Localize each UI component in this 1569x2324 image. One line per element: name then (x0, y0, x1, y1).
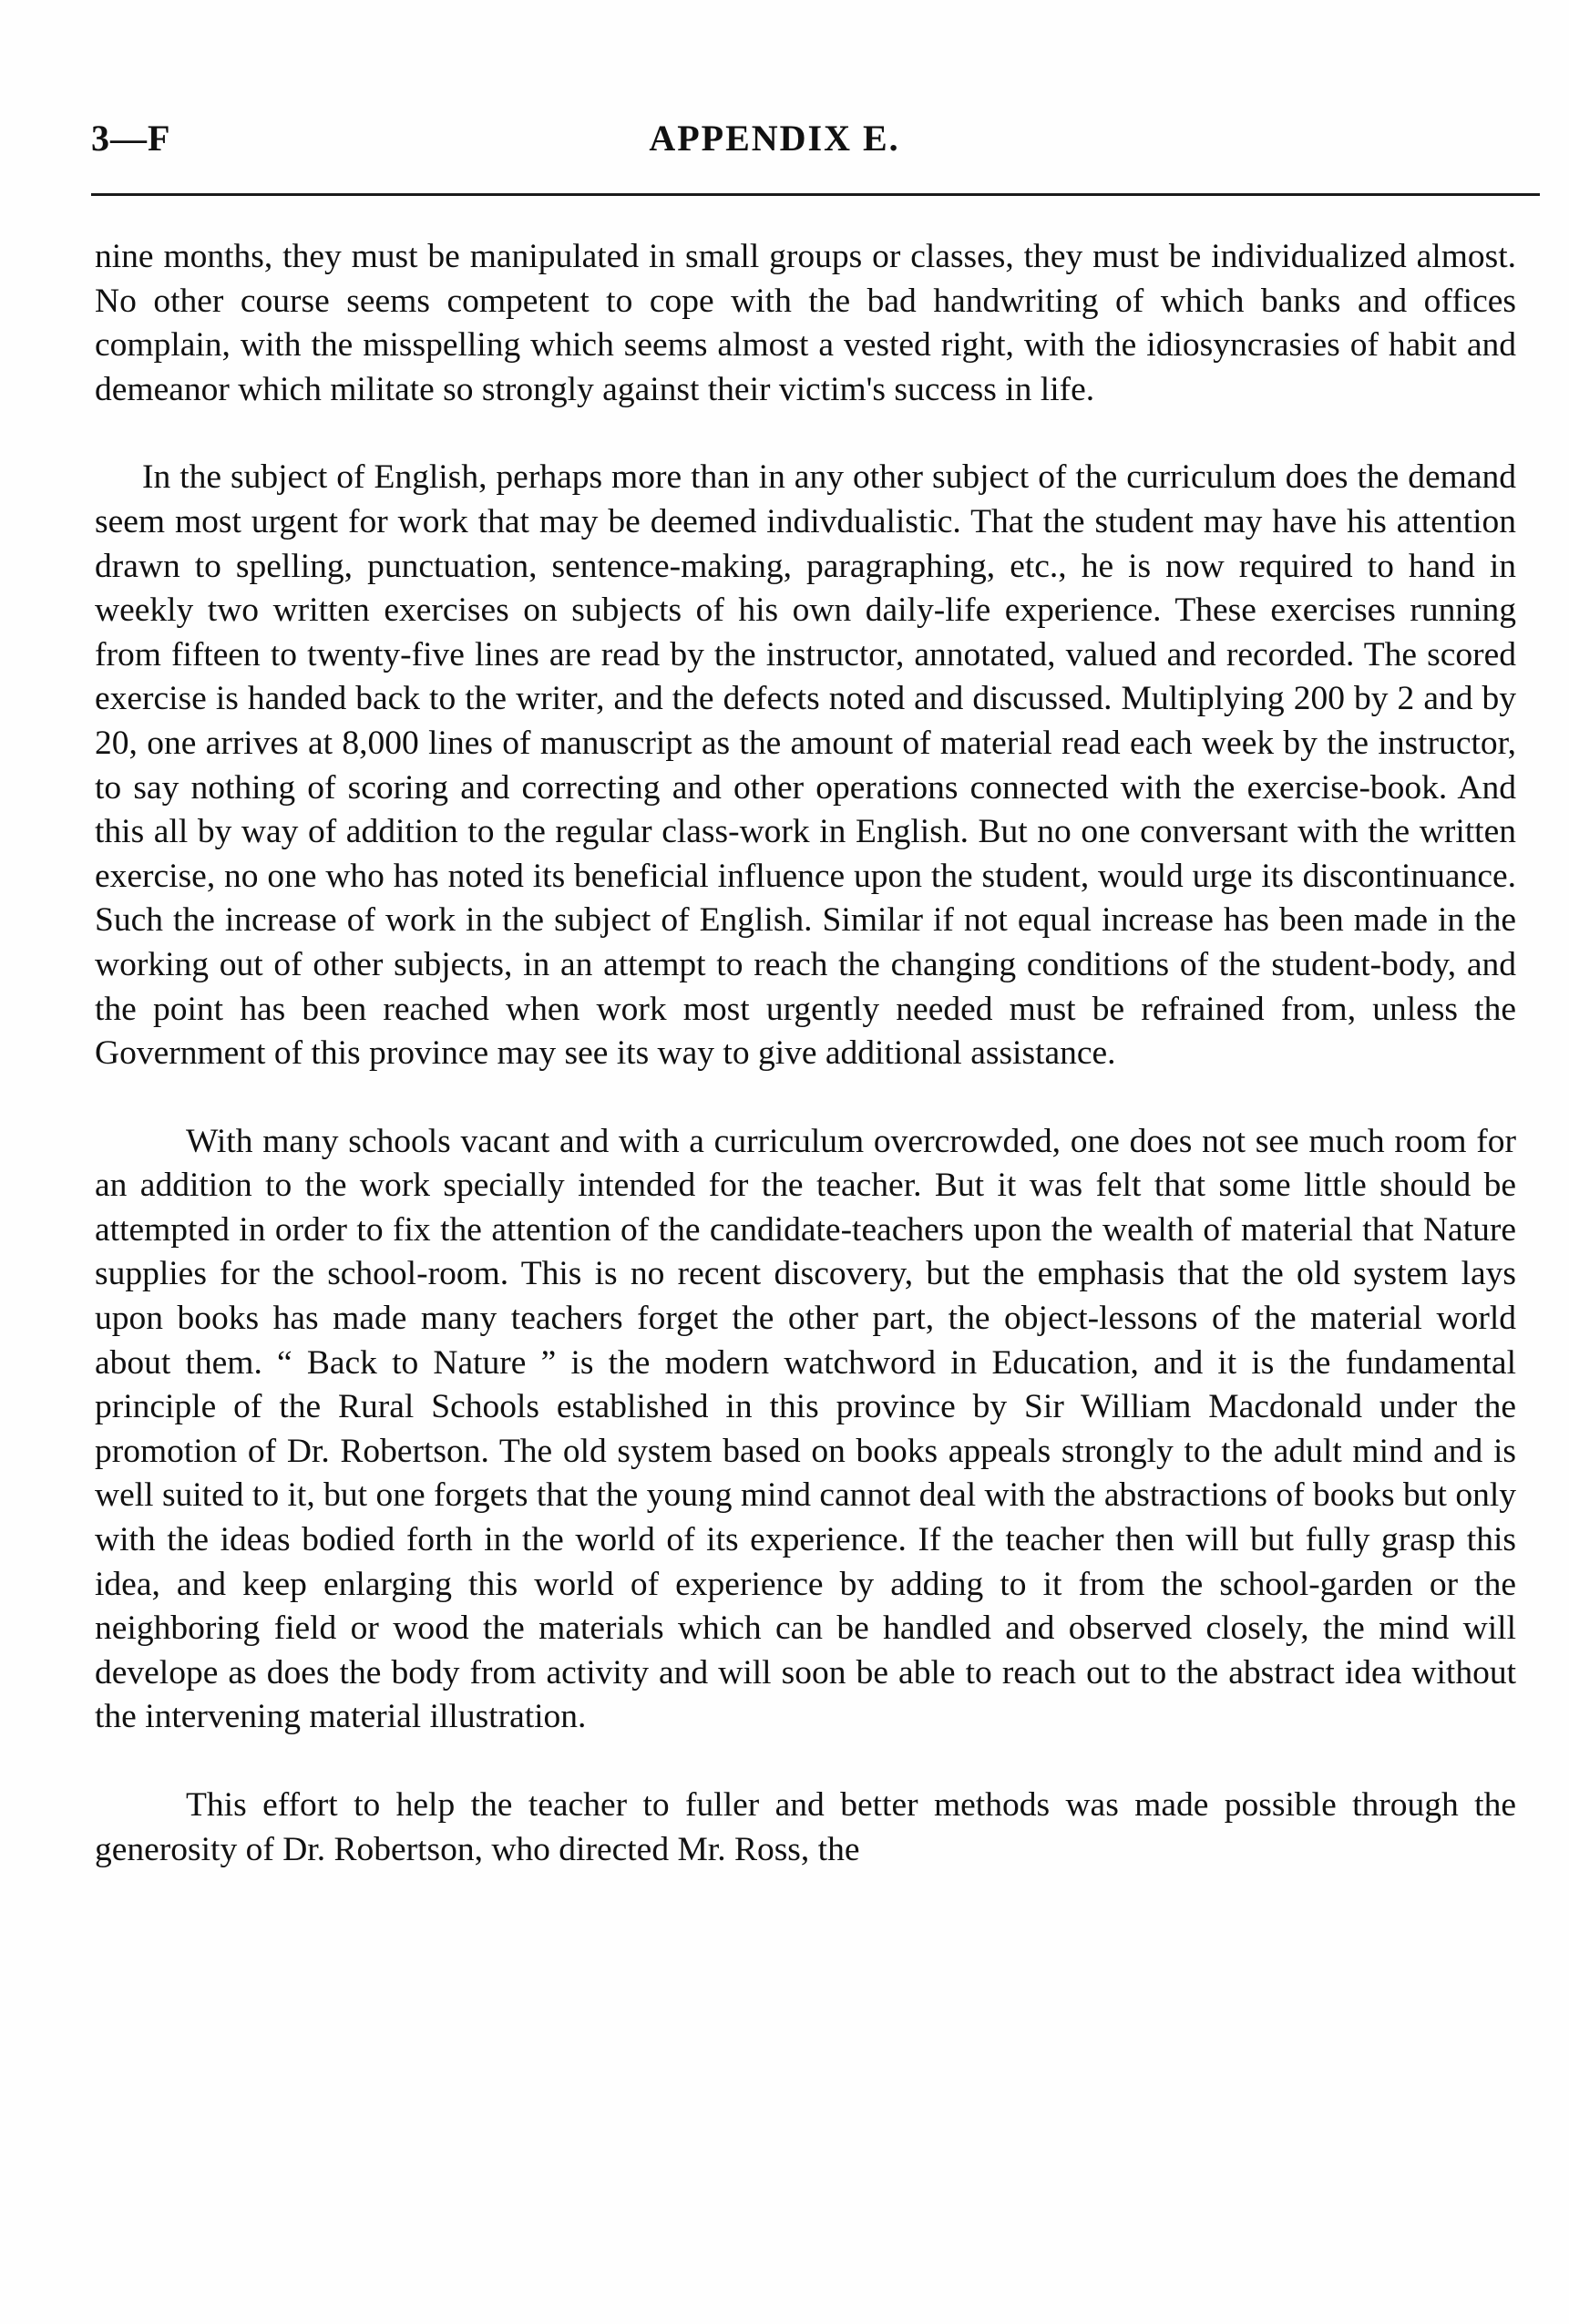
paragraph-1: nine months, they must be manipulated in small groups or classes, they must be individualized almost. No other course seems competent to cope with the bad handwriting of which banks and offices complain, with the misspelling which seems almost a vested right, with the idiosyncrasies of habit and demeanor which militate so strongly against their victim's success in life. (95, 238, 1516, 408)
paragraph-4: This effort to help the teacher to fuller and better methods was made possible through the generosity of Dr. Robertson, who directed Mr. Ross, the (95, 1786, 1516, 1868)
paragraph-3: With many schools vacant and with a curriculum overcrowded, one does not see much room for an addition to the work specially intended for the teacher. But it was felt that some little should be attempted in order to fix the attention of the candidate-teachers upon the wealth of material that Nature supplies for the school-room. This is no recent discovery, but the emphasis that the old system lays upon books has made many teachers forget the other part, the object-lessons of the material world about them. “ Back to Nature ” is the modern watchword in Education, and it is the fundamental principle of the Rural Schools established in this province by Sir William Macdonald under the promotion of Dr. Robertson. The old system based on books appeals strongly to the adult mind and is well suited to it, but one forgets that the young mind cannot deal with the abstractions of books but only with the ideas bodied forth in the world of its experience. If the teacher then will but fully grasp this idea, and keep enlarging this world of experience by adding to it from the school-garden or the neighboring field or wood the materials which can be handled and observed closely, the mind will develope as does the body from activity and will soon be able to reach out to the abstract idea without the intervening material illustration. (95, 1122, 1516, 1736)
page-title: APPENDIX E. (649, 118, 900, 159)
page-header (91, 117, 1531, 171)
page-number: 3—F (91, 118, 171, 159)
header-rule (91, 193, 1540, 196)
body-text (95, 235, 1516, 1872)
paragraph-2: In the subject of English, perhaps more than in any other subject of the curriculum does the demand seem most urgent for work that may be deemed indivdualistic. That the student may have his attention drawn to spelling, punctuation, sentence-making, paragraphing, etc., he is now required to hand in weekly two written exercises on subjects of his own daily-life experience. These exercises running from fifteen to twenty-five lines are read by the instructor, annotated, valued and recorded. The scored exercise is handed back to the writer, and the defects noted and discussed. Multiplying 200 by 2 and by 20, one arrives at 8,000 lines of manuscript as the amount of material read each week by the instructor, to say nothing of scoring and correcting and other operations connected with the exercise-book. And this all by way of addition to the regular class-work in English. But no one conversant with the written exercise, no one who has noted its beneficial influence upon the student, would urge its discontinuance. Such the increase of work in the subject of English. Similar if not equal increase has been made in the working out of other subjects, in an attempt to reach the changing conditions of the student-body, and the point has been reached when work most urgently needed must be refrained from, unless the Government of this province may see its way to give additional assistance. (95, 458, 1516, 1073)
